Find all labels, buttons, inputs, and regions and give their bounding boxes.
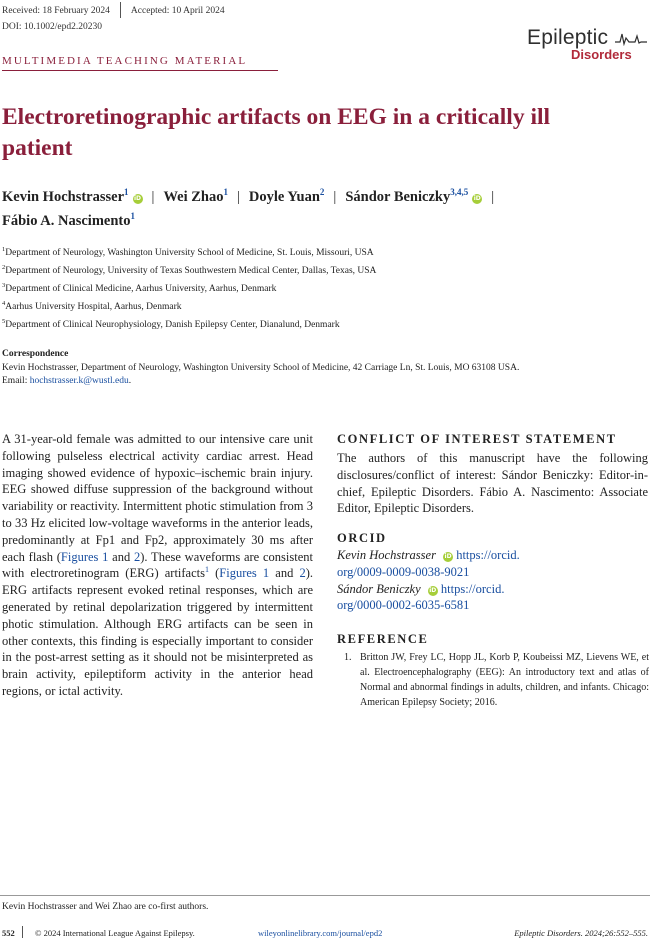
body-text-segment: ). These waveforms are consistent with electroretinogram (ERG) artifacts [2,549,313,581]
orcid-link[interactable]: https://orcid. [456,548,520,562]
figure-link[interactable]: Figures 1 [60,549,109,564]
author[interactable] [2,189,143,205]
reference-marker[interactable]: 1 [205,565,209,575]
orcid-author: Kevin Hochstrasser [337,548,436,562]
email-label: Email: [2,376,28,386]
author-name: Fábio A. Nascimento [2,213,131,229]
orcid-icon[interactable]: iD [134,195,142,202]
author-name: Sándor Beniczky [345,189,451,205]
figure-link[interactable]: 2 [133,549,141,564]
affiliation-text: Department of Neurology, University of Texas Southwestern Medical Center, Dallas, Texas, USA [5,266,377,276]
email-link[interactable]: hochstrasser.k@wustl.edu [29,376,129,386]
affiliation-number: 1 [2,246,6,253]
author[interactable] [163,189,228,205]
author[interactable] [249,189,325,205]
correspondence [2,348,642,389]
orcid-icon[interactable]: iD [473,195,481,202]
author-separator: | [151,189,155,205]
orcid-link[interactable]: https://orcid. [440,581,505,596]
affiliation-number: 3 [2,282,6,289]
reference-number: 1. [344,652,352,663]
body-text-segment: and [269,566,300,581]
author-separator: | [236,189,240,205]
author-list [2,185,642,233]
affiliation [2,266,642,284]
reference-item [337,650,648,712]
author[interactable] [345,189,482,205]
affiliation-text: Department of Clinical Neurophysiology, Danish Epilepsy Center, Dianalund, Denmark [5,320,340,330]
affiliation [2,248,642,266]
logo-line1: Epileptic [527,26,609,49]
body-text-segment: ( [209,566,220,581]
section-label: MULTIMEDIA TEACHING MATERIAL [2,55,248,67]
logo-line2: Disorders [571,47,632,62]
doi: DOI: 10.1002/epd2.20230 [2,22,103,32]
affiliation-number: 5 [2,318,6,325]
accepted-date: Accepted: 10 April 2024 [130,6,225,17]
date-separator [120,2,121,18]
affiliation-text: Aarhus University Hospital, Aarhus, Denmark [5,302,182,312]
orcid-author: Sándor Beniczky [337,581,421,596]
orcid-entry [337,581,648,598]
email-period: . [128,376,132,386]
affiliation-text: Department of Neurology, Washington University School of Medicine, St. Louis, Missouri, USA [5,248,374,258]
author-name: Kevin Hochstrasser [2,189,125,205]
orcid-heading: ORCID [337,531,387,545]
orcid-list [337,547,648,614]
author-separator: | [491,189,495,205]
orcid-icon[interactable]: iD [429,586,437,594]
affiliation-marker[interactable]: 2 [319,187,325,197]
author-name: Doyle Yuan [248,189,320,205]
orcid-link-cont[interactable]: org/0000-0002-6035-6581 [337,598,470,613]
page-number: 552 [2,928,15,938]
author-separator: | [333,189,337,205]
author-name: Wei Zhao [163,189,224,205]
footnote-rule [0,895,650,896]
coi-heading: CONFLICT OF INTEREST STATEMENT [337,432,617,446]
affiliations [2,248,642,338]
orcid-entry [337,547,648,564]
body-text-segment: and [108,549,134,564]
reference-heading: REFERENCE [337,632,429,646]
figure-link[interactable]: Figures 1 [219,566,270,581]
coi-text: The authors of this manuscript have the following disclosures/conflict of interest: Sándor Beniczky: Editor-in-chief, Epileptic Disorders. Fábio A. Nascimento: Associate Editor, Epileptic Disorders. [337,451,648,516]
correspondence-email-line [2,375,642,389]
affiliation-marker[interactable]: 1 [130,211,135,221]
eeg-wave-icon [615,30,647,46]
affiliation-marker[interactable]: 1 [124,187,129,197]
affiliation-marker[interactable]: 3,4,5 [450,187,469,197]
affiliation [2,302,642,320]
body-text-segment: ). ERG artifacts represent evoked retinal responses, which are generated by retinal depolarization triggered by intermittent photic stimulation. Although ERG artifacts can be seen in other contexts, this finding is especially important to consider in the post-arrest setting as it should not be misinterpreted as brain activity, epileptiform activity in the anterior head regions, or ictal activity. [2,566,313,698]
affiliation [2,284,642,302]
section-rule [2,70,278,71]
journal-logo[interactable] [523,27,647,67]
footnote: Kevin Hochstrasser and Wei Zhao are co-first authors. [2,902,209,912]
orcid-icon[interactable]: iD [444,553,452,560]
figure-link[interactable]: 2 [299,566,306,581]
received-date: Received: 18 February 2024 [2,6,110,17]
affiliation-number: 4 [2,300,6,307]
citation: Epileptic Disorders. 2024;26:552–555. [514,928,648,938]
body-paragraph [2,431,313,700]
journal-url[interactable]: wileyonlinelibrary.com/journal/epd2 [258,928,383,938]
affiliation [2,320,642,338]
copyright: © 2024 International League Against Epilepsy. [35,928,195,938]
affiliation-text: Department of Clinical Medicine, Aarhus University, Aarhus, Denmark [5,284,277,294]
correspondence-heading: Correspondence [2,349,69,359]
orcid-link-cont[interactable]: org/0009-0009-0038-9021 [337,564,470,579]
correspondence-address: Kevin Hochstrasser, Department of Neurology, Washington University School of Medicine, 42 Carriage Ln, St. Louis, MO 63108 USA. [2,362,520,373]
affiliation-number: 2 [2,264,6,271]
footer-separator [22,926,23,938]
affiliation-marker[interactable]: 1 [223,187,228,197]
body-text-segment: A 31-year-old female was admitted to our intensive care unit following pulseless electrical activity cardiac arrest. Head imaging showed evidence of hypoxic–ischemic brain injury. EEG showed diffuse suppression of the background without variability or reactivity. Intermittent photic stimulation from 3 to 33 Hz elicited low-voltage waveforms in the anterior leads, predominantly at Fp1 and Fp2, approximately 30 ms after each flash ( [2,432,313,564]
article-title: Electroretinographic artifacts on EEG in a critically ill patient [2,104,551,161]
reference-text: Britton JW, Frey LC, Hopp JL, Korb P, Koubeissi MZ, Lievens WE, et al. Electroencephalography (EEG): An introductory text and atlas of Normal and abnormal findings in adults, children, and infants. Chicago: American Epilepsy Society; 2016. [360,652,649,708]
author[interactable] [2,213,135,229]
article-dates [2,3,225,19]
